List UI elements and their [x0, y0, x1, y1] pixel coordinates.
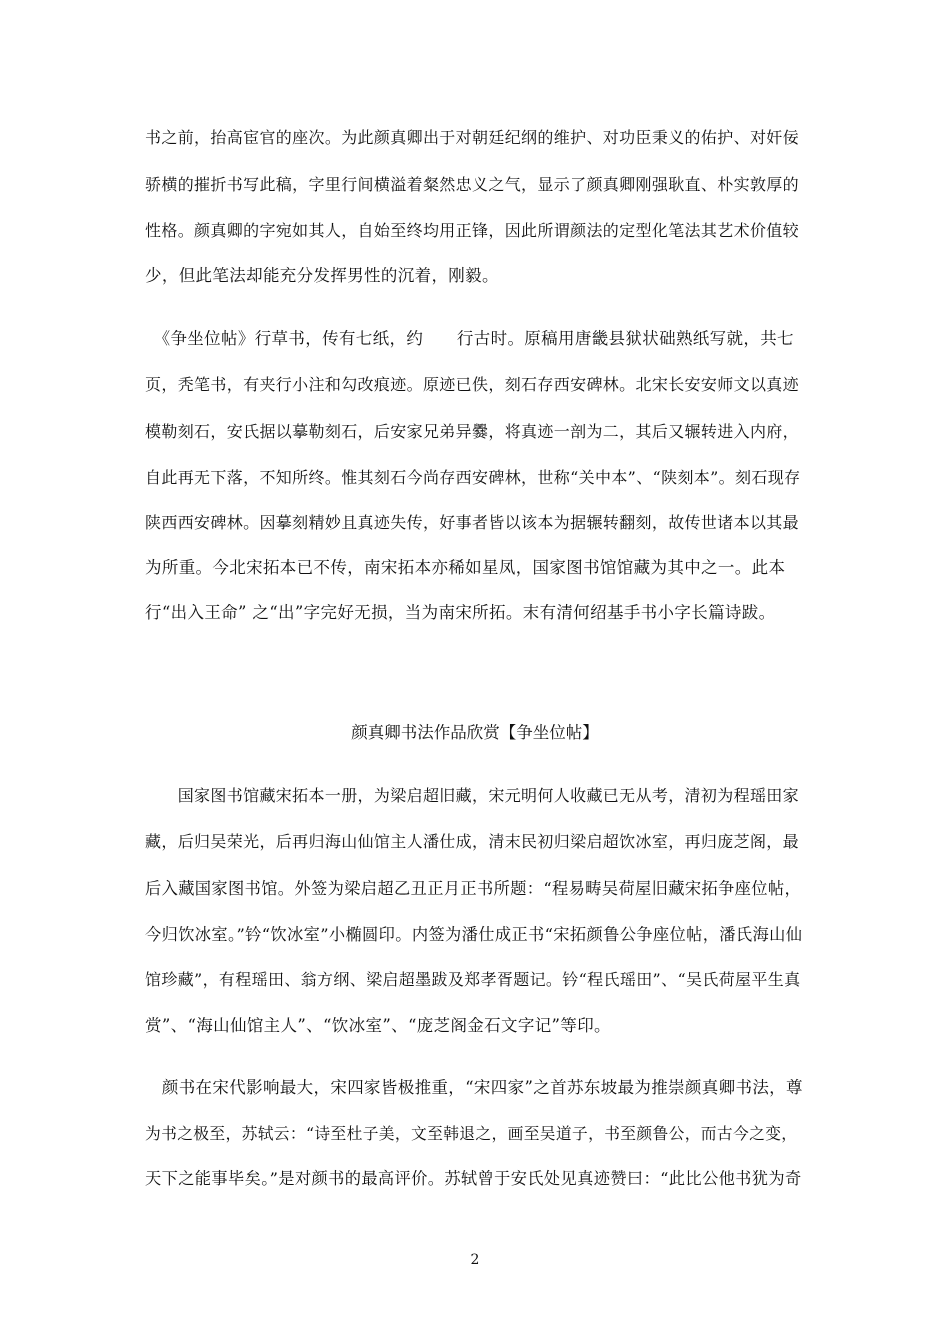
paragraph-2-line-6: 为所重。今北宋拓本已不传，南宋拓本亦稀如星凤，国家图书馆馆藏为其中之一。此本 [145, 558, 786, 577]
paragraph-1-line-1: 书之前，抬高宦官的座次。为此颜真卿出于对朝廷纪纲的维护、对功臣秉义的佑护、对奸佞 [145, 128, 800, 147]
section-title: 颜真卿书法作品欣赏【争坐位帖】 [351, 723, 599, 742]
paragraph-3-line-4: 今归饮冰室。”钤“饮冰室”小椭圆印。内签为潘仕成正书“宋拓颜鲁公争座位帖，潘氏海山仙 [145, 925, 803, 944]
paragraph-1-line-3: 性格。颜真卿的字宛如其人，自始至终均用正锋，因此所谓颜法的定型化笔法其艺术价值较 [145, 221, 800, 240]
paragraph-2-line-3: 模勒刻石，安氏据以摹勒刻石，后安家兄弟异爨，将真迹一剖为二，其后又辗转进入内府， [145, 422, 800, 441]
paragraph-1-line-2: 骄横的摧折书写此稿，字里行间横溢着粲然忠义之气，显示了颜真卿刚强耿直、朴实敦厚的 [145, 175, 800, 194]
paragraph-3-line-3: 后入藏国家图书馆。外签为梁启超乙丑正月正书所题：“程易畴吴荷屋旧藏宋拓争座位帖， [145, 879, 802, 898]
paragraph-2-line-5: 陕西西安碑林。因摹刻精妙且真迹失传，好事者皆以该本为据辗转翻刻，故传世诸本以其最 [145, 513, 800, 532]
paragraph-1-line-4: 少，但此笔法却能充分发挥男性的沉着，刚毅。 [145, 266, 499, 285]
paragraph-3-line-6: 赏”、“海山仙馆主人”、“饮冰室”、“庞芝阁金石文字记”等印。 [145, 1016, 611, 1035]
paragraph-4-line-3: 天下之能事毕矣。”是对颜书的最高评价。苏轼曾于安氏处见真迹赞曰：“此比公他书犹为奇 [145, 1169, 802, 1188]
paragraph-4-line-2: 为书之极至，苏轼云：“诗至杜子美，文至韩退之，画至吴道子，书至颜鲁公，而古今之变， [145, 1124, 798, 1143]
paragraph-3-line-2: 藏，后归吴荣光，后再归海山仙馆主人潘仕成，清末民初归梁启超饮冰室，再归庞芝阁，最 [145, 832, 800, 851]
paragraph-3-line-5: 馆珍藏”，有程瑶田、翁方纲、梁启超墨跋及郑孝胥题记。钤“程氏瑶田”、“吴氏荷屋平生真 [145, 970, 801, 989]
page-number: 2 [470, 1252, 480, 1268]
paragraph-4-line-1: 颜书在宋代影响最大，宋四家皆极推重，“宋四家”之首苏东坡最为推崇颜真卿书法，尊 [145, 1078, 803, 1097]
paragraph-2-line-2: 页，秃笔书，有夹行小注和勾改痕迹。原迹已佚，刻石存西安碑林。北宋长安安师文以真迹 [145, 375, 800, 394]
paragraph-3-line-1: 国家图书馆藏宋拓本一册，为梁启超旧藏，宋元明何人收藏已无从考，清初为程瑶田家 [145, 786, 800, 805]
paragraph-2-line-7: 行“出入王命” 之“出”字完好无损，当为南宋所拓。末有清何绍基手书小字长篇诗跋。 [145, 603, 776, 622]
paragraph-2-line-1: 《争坐位帖》行草书，传有七纸，约 行古时。原稿用唐畿县狱状础熟纸写就，共七 [145, 329, 794, 348]
paragraph-2-line-4: 自此再无下落，不知所终。惟其刻石今尚存西安碑林，世称“关中本”、“陕刻本”。刻石现存 [145, 468, 801, 487]
